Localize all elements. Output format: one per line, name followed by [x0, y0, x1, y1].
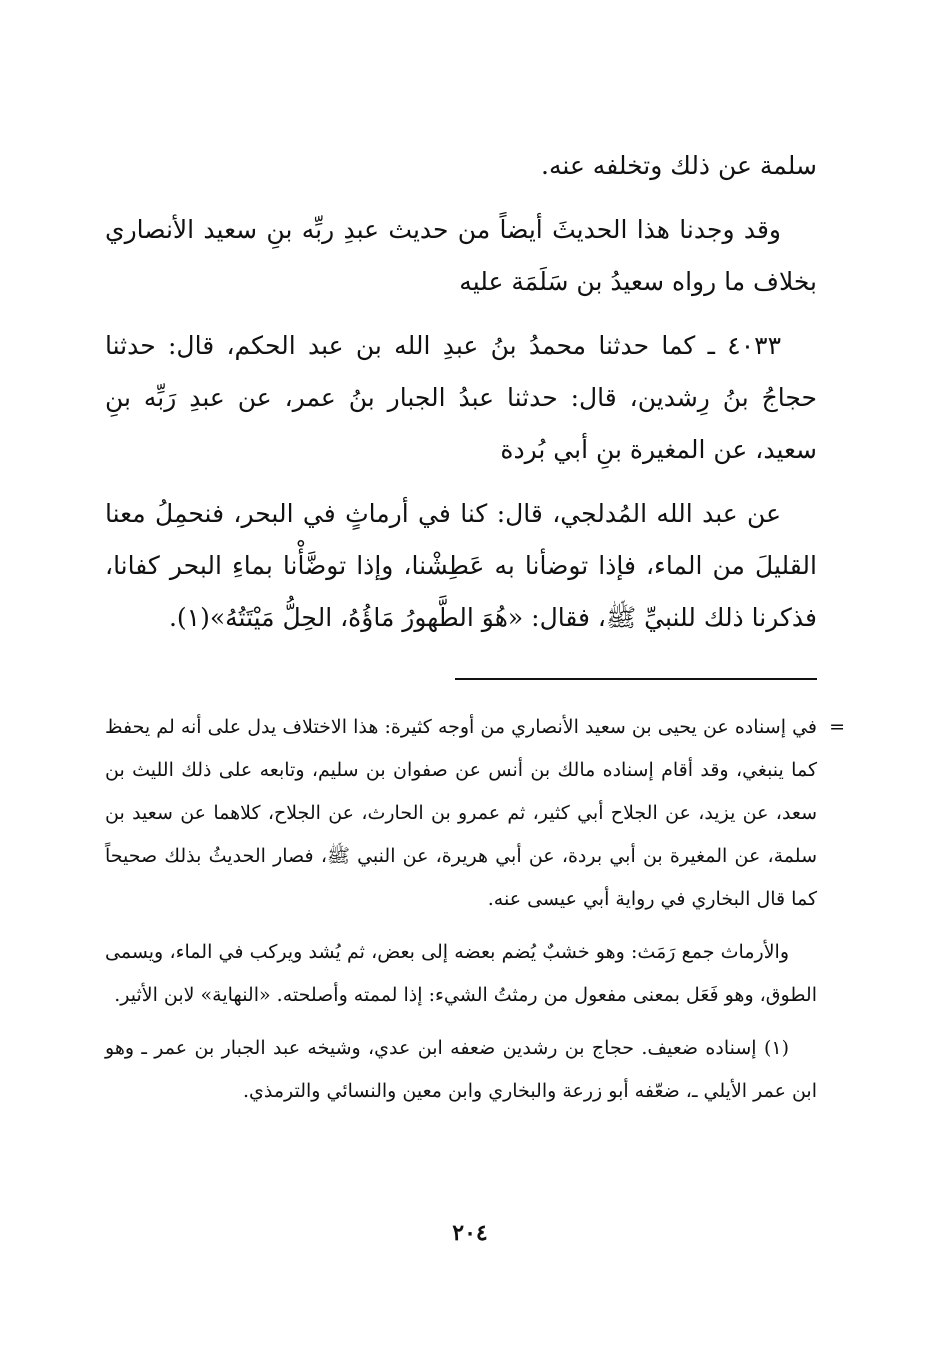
- hadith-matn: عن عبد الله المُدلجي، قال: كنا في أرماثٍ في البحر، فنحمِلُ معنا القليلَ من الماء، فإذا توضأنا به عَطِشْنا، وإذا توضَّأْنا بماءِ البحر كفانا، فذكرنا ذلك للنبيِّ ﷺ، فقال: «هُوَ الطَّهورُ مَاؤُهُ، الحِلُّ مَيْتَتُهُ»(١).: [105, 499, 817, 632]
- page-content: [105, 140, 845, 1123]
- continuation-mark: =: [829, 716, 845, 738]
- footnotes: [105, 706, 845, 1113]
- footnote-text: والأرماث جمع رَمَث: وهو خشبٌ يُضم بعضه إلى بعض، ثم يُشد ويركب في الماء، ويسمى الطوق، وهو فَعَل بمعنى مفعول من رمثتُ الشيء: إذا لممته وأصلحته. «النهاية» لابن الأثير.: [105, 941, 817, 1006]
- footnote-divider-line: [455, 678, 817, 680]
- main-text: [105, 140, 817, 644]
- hadith-isnad: ٤٠٣٣ ـ كما حدثنا محمدُ بنُ عبدِ الله بن عبد الحكم، قال: حدثنا حجاجُ بنُ رِشدين، قال: حدثنا عبدُ الجبار بنُ عمر، عن عبدِ رَبِّه بنِ سعيد، عن المغيرة بنِ أبي بُردة: [105, 331, 817, 464]
- paragraph-intro: وقد وجدنا هذا الحديثَ أيضاً من حديث عبدِ ربِّه بنِ سعيد الأنصاري بخلاف ما رواه سعيدُ بن سَلَمَة عليه: [105, 215, 817, 296]
- page-number: ٢٠٤: [452, 1220, 488, 1246]
- footnote-glossary: [105, 931, 817, 1017]
- paragraph-continuation: سلمة عن ذلك وتخلفه عنه.: [541, 151, 817, 180]
- footnote-continued: [105, 706, 845, 921]
- footnote-1: [105, 1027, 817, 1113]
- footnote-divider: [105, 678, 817, 680]
- footnote-text: (١) إسناده ضعيف. حجاج بن رشدين ضعفه ابن عدي، وشيخه عبد الجبار بن عمر ـ وهو ابن عمر الأيلي ـ، ضعّفه أبو زرعة والبخاري وابن معين والنسائي والترمذي.: [105, 1037, 817, 1102]
- footnote-text: في إسناده عن يحيى بن سعيد الأنصاري من أوجه كثيرة: هذا الاختلاف يدل على أنه لم يحفظ كما ينبغي، وقد أقام إسناده مالك بن أنس عن صفوان بن سليم، وتابعه على ذلك الليث بن سعد، عن يزيد، عن الجلاح أبي كثير، ثم عمرو بن الحارث، عن الجلاح، كلاهما عن سعيد بن سلمة، عن المغيرة بن أبي بردة، عن أبي هريرة، عن النبي ﷺ، فصار الحديثُ بذلك صحيحاً كما قال البخاري في رواية أبي عيسى عنه.: [105, 716, 817, 910]
